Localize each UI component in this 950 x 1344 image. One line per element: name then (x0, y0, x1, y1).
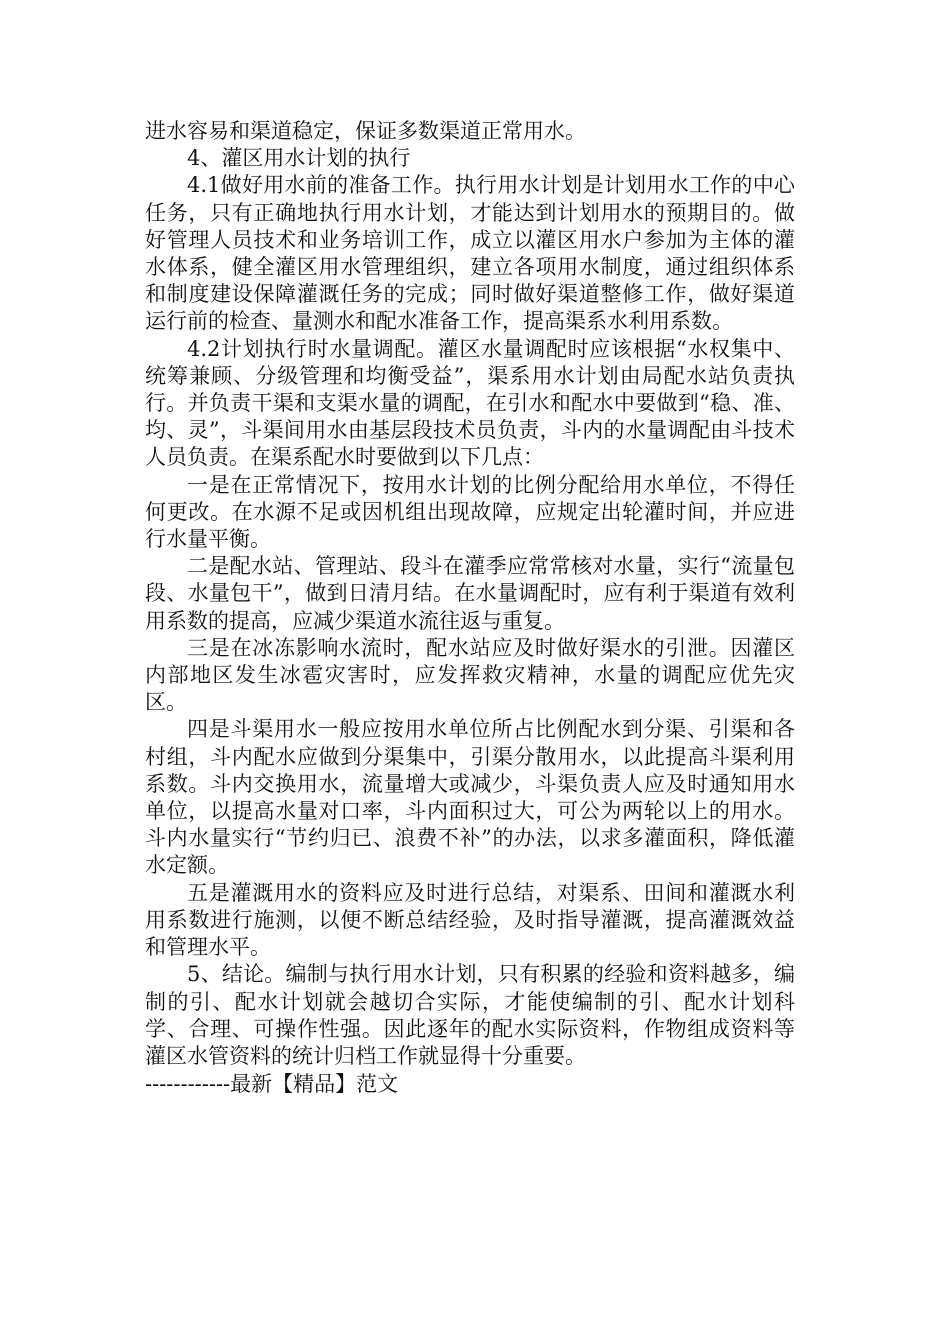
paragraph-4-1: 4.1做好用水前的准备工作。执行用水计划是计划用水工作的中心任务，只有正确地执行用水计划，才能达到计划用水的预期目的。做好管理人员技术和业务培训工作，成立以灌区用水户参加为主体的灌水体系，健全灌区用水管理组织，建立各项用水制度，通过组织体系和制度建设保障灌溉任务的完成；同时做好渠道整修工作，做好渠道运行前的检查、量测水和配水准备工作，提高渠系水利用系数。 (145, 173, 795, 334)
paragraph-point-five: 五是灌溉用水的资料应及时进行总结，对渠系、田间和灌溉水利用系数进行施测，以便不断总结经验，及时指导灌溉，提高灌溉效益和管理水平。 (145, 880, 795, 960)
paragraph-point-three: 三是在冰冻影响水流时，配水站应及时做好渠水的引泄。因灌区内部地区发生冰雹灾害时，应发挥救灾精神，水量的调配应优先灾区。 (145, 635, 795, 715)
paragraph-point-one: 一是在正常情况下，按用水计划的比例分配给用水单位，不得任何更改。在水源不足或因机组出现故障，应规定出轮灌时间，并应进行水量平衡。 (145, 472, 795, 552)
footer-label: ------------最新【精品】范文 (145, 1072, 399, 1096)
section-heading-4: 4、灌区用水计划的执行 (187, 146, 411, 171)
paragraph-conclusion: 5、结论。编制与执行用水计划，只有积累的经验和资料越多，编制的引、配水计划就会越切合实际，才能使编制的引、配水计划科学、合理、可操作性强。因此逐年的配水实际资料，作物组成资料等灌区水管资料的统计归档工作就显得十分重要。 (145, 962, 795, 1068)
paragraph-4-2: 4.2计划执行时水量调配。灌区水量调配时应该根据“水权集中、统筹兼顾、分级管理和均衡受益”，渠系用水计划由局配水站负责执行。并负责干渠和支渠水量的调配，在引水和配水中要做到“稳、准、均、灵”，斗渠间用水由基层段技术员负责，斗内的水量调配由斗技术人员负责。在渠系配水时要做到以下几点： (145, 336, 795, 470)
paragraph-point-two: 二是配水站、管理站、段斗在灌季应常常核对水量，实行“流量包段、水量包干”，做到日清月结。在水量调配时，应有利于渠道有效利用系数的提高，应减少渠道水流往返与重复。 (145, 554, 795, 633)
paragraph-continuation: 进水容易和渠道稳定，保证多数渠道正常用水。 (145, 119, 586, 143)
document-body (145, 118, 795, 1070)
paragraph-point-four: 四是斗渠用水一般应按用水单位所占比例配水到分渠、引渠和各村组，斗内配水应做到分渠集中，引渠分散用水，以此提高斗渠利用系数。斗内交换用水，流量增大或减少，斗渠负责人应及时通知用水单位，以提高水量对口率，斗内面积过大，可公为两轮以上的用水。斗内水量实行“节约归已、浪费不补”的办法，以求多灌面积，降低灌水定额。 (145, 717, 795, 878)
